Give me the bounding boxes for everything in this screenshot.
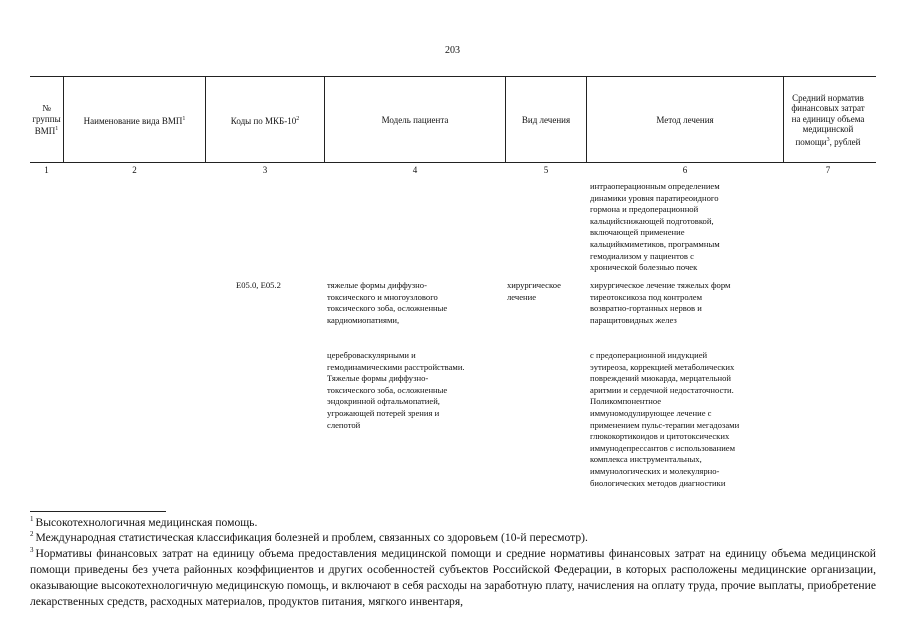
column-number: 1 bbox=[44, 165, 49, 175]
table-cell-icd-codes: E05.0, E05.2 bbox=[236, 280, 281, 290]
column-number: 2 bbox=[132, 165, 137, 175]
footnote-3: $^3$ Нормативы финансовых затрат на единицу объема предоставления медицинской помощи и средние нормативы финансовых затрат на единицу объема медицинской помощи приведены без учета районных коэффициентов и других особенностей субъектов Российской Федерации, в которых расположены медицинские организации, оказывающие высокотехнологичную медицинскую помощь, и включают в себя расходы на заработную плату, начисления на оплату труда, прочие выплаты, приобретение лекарственных средств, расходных материалов, продуктов питания, мягкого инвентаря, bbox=[30, 546, 876, 608]
column-number: 5 bbox=[543, 165, 549, 175]
header-treatment-type: Вид лечения bbox=[521, 114, 571, 125]
header-cost-norm: Средний норматив финансовых затрат на единицу объема медицинской помощи$^3$, рублей bbox=[791, 92, 865, 147]
column-number: 7 bbox=[825, 165, 831, 175]
header-treatment-method: Метод лечения bbox=[656, 114, 714, 125]
table-cell-method: с предоперационной индукцией эутиреоза, коррекцией метаболических повреждений миокарда, мерцательной аритмии и сердечной недостаточности. Поликомпонентное иммуномодулирующее лечение с применением пульс-терапии мегадозами глюкокортикоидов и цитотоксических иммунодепрессантов с использованием комплекса инструментальных, иммунологических и молекулярно- биологических методов диагностики bbox=[590, 350, 740, 488]
footnote-2: $^2$ Международная статистическая классификация болезней и проблем, связанных со здоровьем (10-й пересмотр). bbox=[30, 530, 588, 544]
table-cell-patient-model: цереброваскулярными и гемодинамическими расстройствами. Тяжелые формы диффузно- токсического зоба, осложненные эндокринной офтальмопатией, угрожающей потерей зрения и слепотой bbox=[327, 350, 465, 430]
header-vmp-name: Наименование вида ВМП$^1$ bbox=[83, 115, 186, 126]
column-number: 6 bbox=[682, 165, 688, 175]
table-cell-method: интраоперационным определением динамики уровня паратиреоидного гормона и предоперационной кальцийснижающей подготовкой, включающей применение кальцийкмиметиков, программным гемодиализом у пациентов с хронической болезнью почек bbox=[590, 181, 720, 273]
table-cell-treatment-type: хирургическое лечение bbox=[507, 280, 561, 302]
table-cell-patient-model: тяжелые формы диффузно- токсического и многоузлового токсического зоба, осложненные кардиомиопатиями, bbox=[327, 280, 448, 325]
header-patient-model: Модель пациента bbox=[381, 114, 449, 125]
header-group-number: № группы ВМП$^1$ bbox=[32, 103, 61, 137]
table-header-rule bbox=[30, 162, 876, 163]
column-number: 4 bbox=[412, 165, 418, 175]
table-top-rule bbox=[30, 76, 876, 77]
header-icd-codes: Коды по МКБ-$10^2$ bbox=[230, 115, 300, 126]
footnote-1: $^1$ Высокотехнологичная медицинская помощь. bbox=[30, 515, 258, 529]
header-divider bbox=[783, 76, 784, 162]
column-number: 3 bbox=[262, 165, 268, 175]
table-cell-method: хирургическое лечение тяжелых форм тиреотоксикоза под контролем возвратно-гортанных нервов и паращитовидных желез bbox=[590, 280, 731, 325]
page-number: 203 bbox=[445, 45, 460, 56]
